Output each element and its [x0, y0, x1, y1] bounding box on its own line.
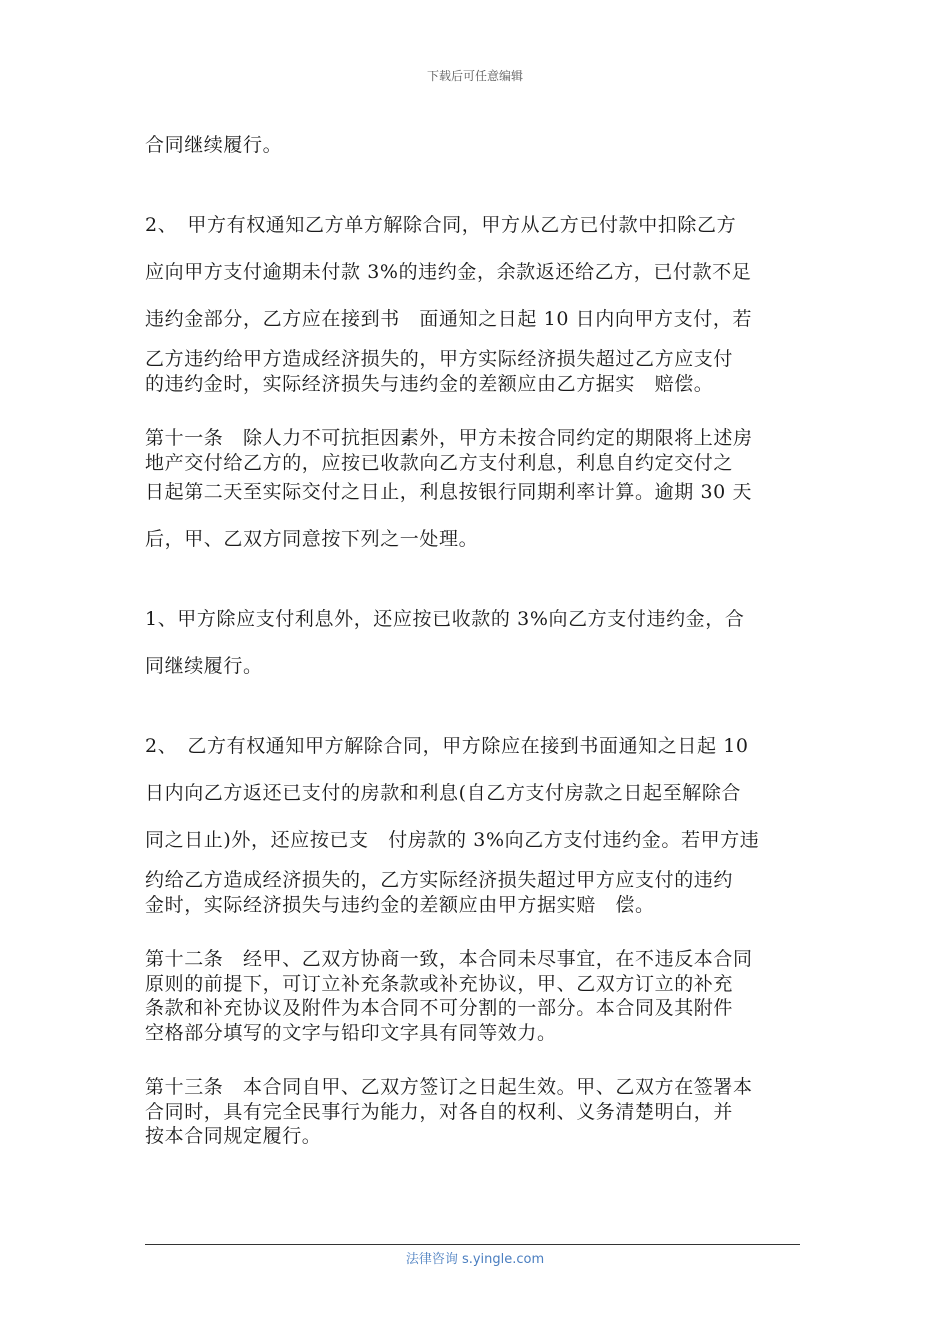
paragraph-buyer-damages	[145, 347, 807, 396]
footer-divider	[145, 1244, 800, 1245]
text-line: 1、甲方除应支付利息外，还应按已收款的 3%向乙方支付违约金，合	[145, 608, 745, 630]
text-line: 合同继续履行。	[145, 134, 283, 156]
text-line: 合同时，具有完全民事行为能力，对各自的权利、义务清楚明白，并	[145, 1100, 734, 1123]
text-line: 约给乙方造成经济损失的，乙方实际经济损失超过甲方应支付的违约	[145, 869, 734, 891]
text-line: 按本合同规定履行。	[145, 1125, 322, 1147]
page-header: 下载后可任意编辑	[426, 69, 523, 83]
text-line: 空格部分填写的文字与铅印文字具有同等效力。	[145, 1021, 557, 1044]
text-line: 金时，实际经济损失与违约金的差额应由甲方据实赔 偿。	[145, 893, 655, 916]
text-line: 地产交付给乙方的，应按已收款向乙方支付利息，利息自约定交付之	[145, 451, 734, 474]
text-line: 乙方违约给甲方造成经济损失的，甲方实际经济损失超过乙方应支付	[145, 348, 734, 370]
paragraph-option-1	[145, 596, 807, 690]
text-line: 条款和补充协议及附件为本合同不可分割的一部分。本合同及其附件	[145, 997, 734, 1019]
paragraph-clause-2-seller-rights	[145, 202, 807, 343]
text-line: 同继续履行。	[145, 655, 263, 677]
text-line: 后，甲、乙双方同意按下列之一处理。	[145, 528, 479, 550]
text-line: 第十一条 除人力不可抗拒因素外，甲方未按合同约定的期限将上述房	[145, 427, 753, 449]
text-line: 2、 甲方有权通知乙方单方解除合同，甲方从乙方已付款中扣除乙方	[145, 214, 737, 236]
text-line: 第十三条 本合同自甲、乙双方签订之日起生效。甲、乙双方在签署本	[145, 1076, 753, 1098]
document-body	[145, 122, 807, 1149]
text-line: 日起第二天至实际交付之日止，利息按银行同期利率计算。逾期 30 天	[145, 481, 753, 503]
paragraph-article-13	[145, 1075, 807, 1149]
footer-link[interactable]: 法律咨询 s.yingle.com	[405, 1252, 545, 1267]
paragraph-article-12	[145, 947, 807, 1045]
paragraph-seller-damages	[145, 868, 807, 917]
text-line: 同之日止)外，还应按已支 付房款的 3%向乙方支付违约金。若甲方违	[145, 829, 760, 851]
paragraph-article-11	[145, 426, 807, 475]
paragraph-continue-contract	[145, 122, 807, 169]
paragraph-article-11-cont	[145, 469, 807, 563]
text-line: 原则的前提下，可订立补充条款或补充协议，甲、乙双方订立的补充	[145, 972, 734, 995]
paragraph-option-2	[145, 723, 807, 864]
text-line: 的违约金时，实际经济损失与违约金的差额应由乙方据实 赔偿。	[145, 372, 714, 395]
text-line: 应向甲方支付逾期未付款 3%的违约金，余款返还给乙方，已付款不足	[145, 261, 752, 283]
text-line: 违约金部分，乙方应在接到书 面通知之日起 10 日内向甲方支付，若	[145, 308, 753, 330]
text-line: 第十二条 经甲、乙双方协商一致，本合同未尽事宜，在不违反本合同	[145, 948, 753, 970]
text-line: 2、 乙方有权通知甲方解除合同，甲方除应在接到书面通知之日起 10	[145, 735, 749, 757]
text-line: 日内向乙方返还已支付的房款和利息(自乙方支付房款之日起至解除合	[145, 782, 742, 804]
